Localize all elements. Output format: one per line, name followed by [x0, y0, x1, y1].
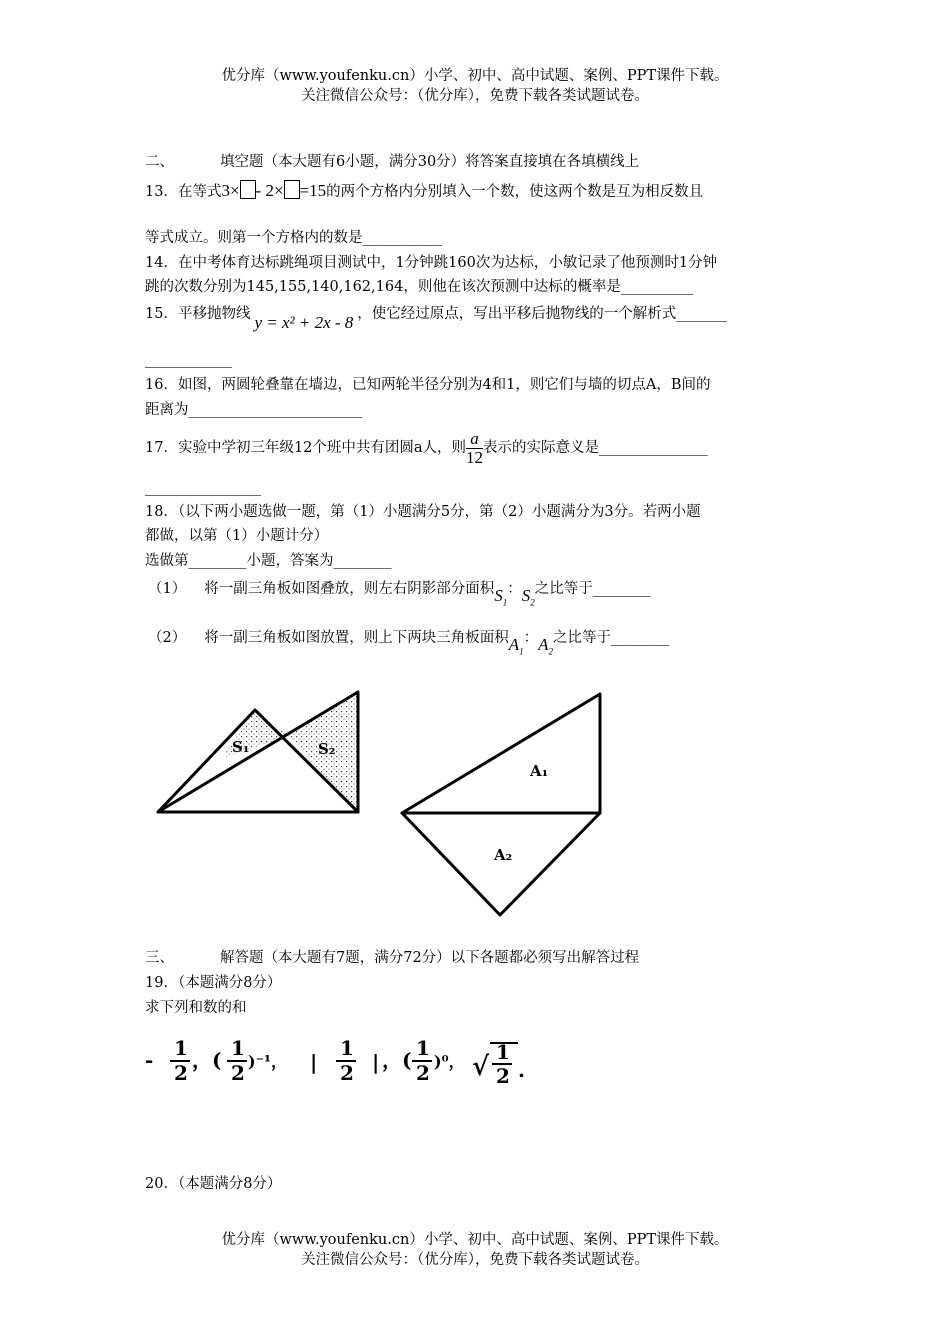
- a1-symbol: A: [508, 635, 520, 654]
- label-s2: S₂: [318, 740, 336, 758]
- seq-frac4-num: 1: [416, 1036, 430, 1060]
- question-19-title: 19．（本题满分8分）: [145, 975, 282, 991]
- label-a1: A₁: [530, 762, 549, 780]
- seq-minus: -: [145, 1048, 154, 1072]
- sub-2-end: 之比等于________: [553, 630, 670, 646]
- seq-frac2-num: 1: [231, 1036, 245, 1060]
- seq-frac5-num: 1: [496, 1040, 510, 1064]
- seq-sep4: )⁰，: [434, 1052, 465, 1071]
- q15-formula: y = x² + 2x - 8: [254, 313, 354, 332]
- section-2-label: 二、: [145, 154, 174, 170]
- q13-prefix: 13．在等式: [145, 184, 222, 200]
- footer-line-2: 关注微信公众号：（优分库），免费下载各类试题试卷。: [301, 1252, 649, 1268]
- question-19-text: 求下列和数的和: [145, 1000, 247, 1016]
- question-15-line-2: ____________: [145, 352, 232, 368]
- seq-frac2-den: 2: [231, 1061, 245, 1085]
- right-figure: [402, 694, 600, 915]
- s-colon: ：: [507, 581, 522, 597]
- header-line-2: 关注微信公众号：（优分库），免费下载各类试题试卷。: [301, 88, 649, 104]
- question-18-line-2: 都做，以第（1）小题计分）: [145, 528, 329, 544]
- s1-subscript: 1: [502, 597, 508, 608]
- seq-sep2: )⁻¹，: [248, 1052, 288, 1071]
- q13-suffix: 的两个方格内分别填入一个数，使这两个数是互为相反数且: [326, 184, 704, 200]
- seq-sep1: ，(: [192, 1048, 222, 1072]
- sub-1-end: 之比等于________: [534, 581, 651, 597]
- q13-eq-a: 3×: [221, 181, 240, 200]
- header-line-1: 优分库（www.youfenku.cn）小学、初中、高中试题、案例、PPT课件下载。: [221, 68, 729, 84]
- section-2-title: 填空题（本大题有6小题，满分30分）将答案直接填在各填横线上: [220, 154, 640, 170]
- q13-eq-c: =15: [299, 181, 327, 200]
- seq-frac5-den: 2: [496, 1064, 510, 1088]
- sub-1-label: （1）: [148, 581, 187, 597]
- seq-abs-right: |: [372, 1050, 380, 1074]
- question-13-line-2: 等式成立。则第一个方格内的数是___________: [145, 230, 443, 246]
- label-a2: A₂: [494, 846, 513, 864]
- fraction-numerator: a: [466, 430, 483, 449]
- s2-subscript: 2: [530, 597, 535, 608]
- a2-symbol: A: [538, 635, 549, 654]
- number-sequence: [140, 1035, 540, 1095]
- seq-sqrt: √: [472, 1052, 490, 1082]
- seq-frac3-den: 2: [340, 1061, 354, 1085]
- question-16-line-2: 距离为________________________: [145, 402, 363, 418]
- seq-frac1-den: 2: [174, 1061, 188, 1085]
- question-20-title: 20．（本题满分8分）: [145, 1176, 282, 1192]
- a-colon: ：: [523, 630, 539, 646]
- question-14-line-2: 跳的次数分别为145,155,140,162,164，则他在该次预测中达标的概率是__________: [145, 279, 694, 295]
- question-17-line-2: ________________: [145, 480, 261, 496]
- seq-period: .: [518, 1058, 525, 1082]
- page-footer: [0, 1230, 950, 1270]
- s2-symbol: S: [521, 586, 531, 605]
- question-14-line-1: 14．在中考体育达标跳绳项目测试中，1分钟跳160次为达标，小敏记录了他预测时1分钟: [145, 255, 718, 271]
- sub-2-text: 将一副三角板如图放置，则上下两块三角板面积: [204, 630, 509, 646]
- sub-1-text: 将一副三角板如图叠放，则左右阴影部分面积: [204, 581, 495, 597]
- q17-suffix: 表示的实际意义是_______________: [483, 440, 708, 456]
- label-s1: S₁: [232, 738, 250, 756]
- seq-frac4-den: 2: [416, 1061, 430, 1085]
- left-figure: [158, 692, 358, 812]
- upper-triangle-a1: [402, 694, 600, 813]
- question-16-line-1: 16．如图，两圆轮叠靠在墙边，已知两轮半径分别为4和1，则它们与墙的切点A，B间的: [145, 377, 711, 393]
- a1-subscript: 1: [519, 646, 524, 657]
- section-3-title: 解答题（本大题有7题，满分72分）以下各题都必须写出解答过程: [220, 950, 640, 966]
- a2-subscript: 2: [548, 646, 554, 657]
- seq-abs-left: |: [310, 1050, 318, 1074]
- section-3-label: 三、: [145, 950, 174, 966]
- question-18-line-3: 选做第________小题，答案为________: [145, 553, 392, 569]
- seq-sep3: ，(: [382, 1048, 412, 1072]
- q15-suffix: ，使它经过原点，写出平移后抛物线的一个解析式_______: [357, 306, 728, 322]
- question-18-line-1: 18．（以下两小题选做一题，第（1）小题满分5分，第（2）小题满分为3分。若两小题: [145, 504, 701, 520]
- lower-triangle-a2: [402, 813, 600, 915]
- seq-frac3-num: 1: [340, 1036, 354, 1060]
- s1-symbol: S: [494, 586, 503, 605]
- fraction-denominator: 12: [466, 447, 484, 467]
- q15-prefix: 15．平移抛物线: [145, 306, 251, 322]
- q13-eq-b: - 2×: [255, 181, 284, 200]
- section-3-heading: [145, 948, 639, 968]
- footer-line-1: 优分库（www.youfenku.cn）小学、初中、高中试题、案例、PPT课件下载。: [221, 1232, 729, 1248]
- seq-frac1-num: 1: [174, 1036, 188, 1060]
- sub-2-label: （2）: [148, 630, 187, 646]
- q17-prefix: 17．实验中学初三年级12个班中共有团圆a人，则: [145, 440, 467, 456]
